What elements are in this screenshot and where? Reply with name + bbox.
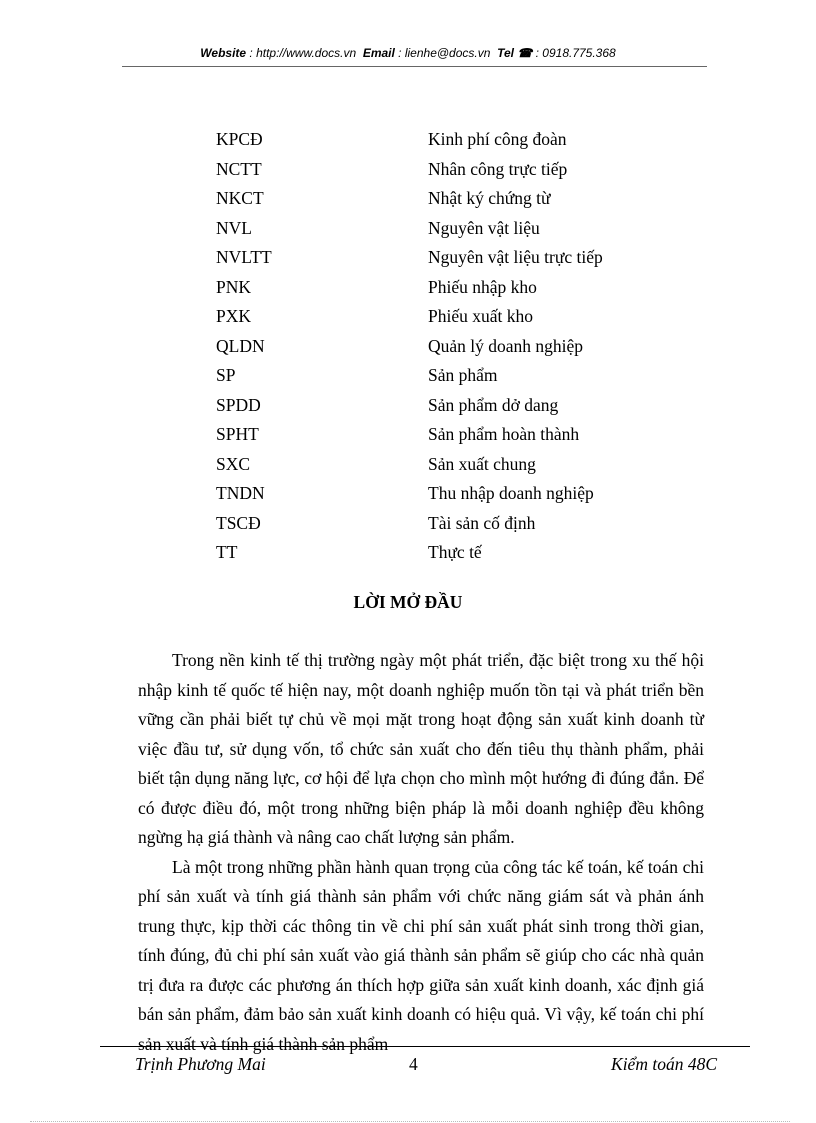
- footer-author: Trịnh Phương Mai: [135, 1054, 266, 1074]
- abbreviation-row: [216, 158, 666, 188]
- abbreviation-code: SXC: [216, 453, 251, 474]
- abbreviation-code: KPCĐ: [216, 129, 263, 149]
- phone-icon: ☎: [517, 46, 533, 60]
- paragraph: Là một trong những phần hành quan trọng của công tác kế toán, kế toán chi phí sản xuất và tính giá thành sản phẩm với chức năng giám sát và phản ánh trung thực, kịp thời các thông tin về chi phí sản xuất phát sinh trong thời gian, tính đúng, đủ chi phí sản xuất vào giá thành sản phẩm sẽ giúp cho các nhà quản trị đưa ra được các phương án thích hợp giữa sản xuất kinh doanh, xác định giá bán sản phẩm, đảm bảo sản xuất kinh doanh có hiệu quả. Vì vậy, kế toán chi phí sản xuất và tính giá thành sản phẩm: [138, 856, 704, 1054]
- header-divider: [122, 66, 707, 67]
- abbreviation-code: SP: [216, 365, 236, 385]
- abbreviation-meaning: Phiếu nhập kho: [428, 276, 537, 297]
- abbreviation-code: NKCT: [216, 188, 264, 208]
- abbreviation-code: TT: [216, 542, 238, 562]
- abbreviation-meaning: Kinh phí công đoàn: [428, 129, 567, 149]
- footer-divider: [100, 1046, 750, 1047]
- abbreviation-list: [216, 128, 666, 571]
- abbreviation-code: NVLTT: [216, 247, 272, 267]
- abbreviation-row: [216, 217, 666, 247]
- body-text: [138, 646, 704, 1059]
- abbreviation-meaning: Tài sản cố định: [428, 512, 536, 533]
- abbreviation-meaning: Nguyên vật liệu trực tiếp: [428, 247, 603, 267]
- abbreviation-meaning: Sản phẩm hoàn thành: [428, 424, 580, 444]
- abbreviation-code: NVL: [216, 217, 252, 238]
- abbreviation-row: [216, 482, 666, 512]
- abbreviation-code: SPHT: [216, 424, 259, 444]
- abbreviation-code: QLDN: [216, 335, 265, 356]
- abbreviation-row: [216, 394, 666, 424]
- abbreviation-row: [216, 335, 666, 365]
- abbreviation-meaning: Sản phẩm: [428, 365, 498, 385]
- abbreviation-row: [216, 453, 666, 483]
- abbreviation-code: PNK: [216, 276, 252, 297]
- abbreviation-row: [216, 187, 666, 217]
- abbreviation-meaning: Nguyên vật liệu: [428, 217, 540, 238]
- abbreviation-meaning: Nhân công trực tiếp: [428, 158, 568, 179]
- abbreviation-row: [216, 128, 666, 158]
- website-label: Website: [200, 46, 247, 60]
- abbreviation-row: [216, 541, 666, 571]
- abbreviation-code: SPDD: [216, 394, 261, 415]
- abbreviation-code: TNDN: [216, 483, 265, 503]
- abbreviation-meaning: Sản phẩm dở dang: [428, 394, 559, 415]
- email-label: Email: [362, 46, 395, 60]
- abbreviation-row: [216, 512, 666, 542]
- abbreviation-code: NCTT: [216, 158, 262, 179]
- abbreviation-meaning: Thực tế: [428, 542, 482, 562]
- abbreviation-row: [216, 305, 666, 335]
- page-number: 4: [409, 1054, 418, 1074]
- footer-class: Kiểm toán 48C: [611, 1054, 717, 1074]
- abbreviation-meaning: Quản lý doanh nghiệp: [428, 335, 584, 356]
- abbreviation-meaning: Sản xuất chung: [428, 453, 536, 474]
- tel-value: : 0918.775.368: [535, 46, 616, 60]
- paragraph: Trong nền kinh tế thị trường ngày một phát triển, đặc biệt trong xu thế hội nhập kinh tế quốc tế hiện nay, một doanh nghiệp muốn tồn tại và phát triển bền vững cần phải biết tự chủ về mọi mặt trong hoạt động sản xuất kinh doanh từ việc đầu tư, sử dụng vốn, tổ chức sản xuất cho đến tiêu thụ thành phẩm, phải biết tận dụng năng lực, cơ hội để lựa chọn cho mình một hướng đi đúng đắn. Để có được điều đó, một trong những biện pháp là mỗi doanh nghiệp đều không ngừng hạ giá thành và nâng cao chất lượng sản phẩm.: [138, 650, 704, 847]
- abbreviation-row: [216, 276, 666, 306]
- email-value[interactable]: : lienhe@docs.vn: [398, 46, 491, 60]
- page-header: [0, 46, 816, 60]
- abbreviation-code: TSCĐ: [216, 512, 261, 533]
- tel-label: Tel: [497, 46, 514, 60]
- section-title: LỜI MỞ ĐẦU: [353, 592, 463, 612]
- abbreviation-meaning: Phiếu xuất kho: [428, 306, 533, 326]
- abbreviation-row: [216, 246, 666, 276]
- abbreviation-meaning: Nhật ký chứng từ: [428, 188, 551, 208]
- page-edge-divider: [30, 1121, 790, 1122]
- abbreviation-row: [216, 364, 666, 394]
- abbreviation-code: PXK: [216, 306, 252, 326]
- website-value[interactable]: : http://www.docs.vn: [249, 46, 357, 60]
- abbreviation-row: [216, 423, 666, 453]
- abbreviation-meaning: Thu nhập doanh nghiệp: [428, 483, 594, 503]
